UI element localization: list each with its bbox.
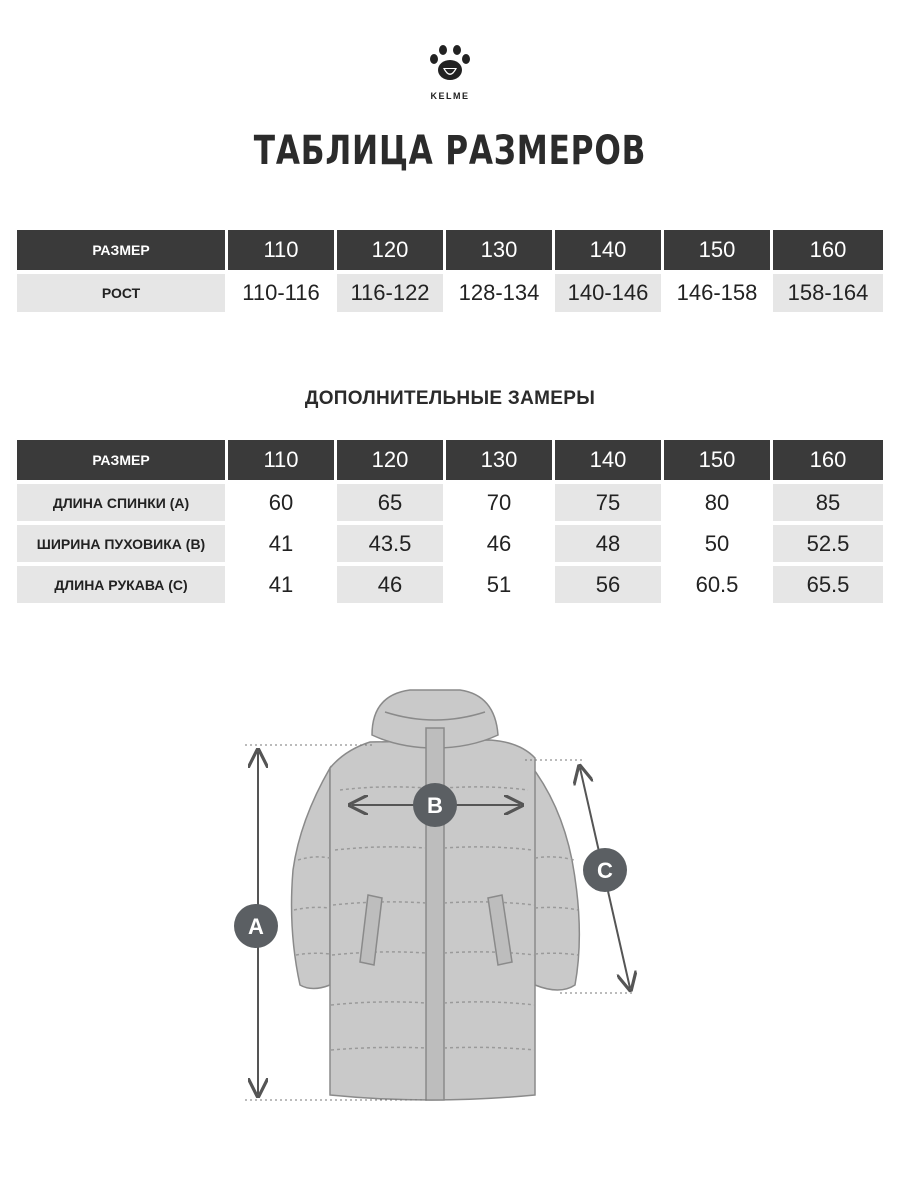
size-header-cell: 160 (773, 440, 883, 480)
table-cell: 65.5 (773, 566, 883, 603)
row-label: ДЛИНА СПИНКИ (А) (17, 484, 225, 521)
row-label: ШИРИНА ПУХОВИКА (В) (17, 525, 225, 562)
size-header-cell: 120 (337, 230, 443, 270)
table-cell: 116-122 (337, 274, 443, 312)
jacket-illustration (292, 690, 580, 1100)
table-cell: 128-134 (458, 280, 540, 305)
marker-b-badge (413, 783, 457, 827)
table-cell: 75 (555, 484, 661, 521)
marker-a-label: A (248, 914, 264, 939)
size-header-cell: 140 (555, 230, 661, 270)
marker-c-label: C (597, 858, 613, 883)
table-cell: 140-146 (555, 274, 661, 312)
size-header-label: РАЗМЕР (17, 440, 225, 480)
table-cell: 48 (555, 525, 661, 562)
table-cell: 85 (773, 484, 883, 521)
table-cell: 110-116 (242, 280, 320, 305)
table-cell: 80 (704, 489, 730, 515)
marker-b-label: B (427, 793, 443, 818)
table-cell: 65 (337, 484, 443, 521)
table-cell: 60.5 (695, 571, 739, 597)
size-header-cell: 150 (664, 230, 770, 270)
table-cell: 56 (555, 566, 661, 603)
table-cell: 43.5 (337, 525, 443, 562)
page-title: ТАБЛИЦА РАЗМЕРОВ (253, 128, 647, 174)
table-cell: 46 (337, 566, 443, 603)
size-header-cell: 160 (773, 230, 883, 270)
marker-c-badge (583, 848, 627, 892)
marker-a-badge (234, 904, 278, 948)
size-header-cell: 130 (446, 230, 552, 270)
table-cell: 146-158 (676, 280, 758, 305)
table-cell: 158-164 (773, 274, 883, 312)
row-label: РОСТ (17, 274, 225, 312)
table-cell: 52.5 (773, 525, 883, 562)
brand-name: KELME (430, 91, 470, 101)
size-header-cell: 110 (228, 440, 334, 480)
row-label: ДЛИНА РУКАВА (С) (17, 566, 225, 603)
table-cell: 60 (268, 489, 294, 515)
size-header-label: РАЗМЕР (17, 230, 225, 270)
table-cell: 51 (486, 571, 512, 597)
size-header-cell: 150 (664, 440, 770, 480)
size-header-cell: 140 (555, 440, 661, 480)
table-cell: 70 (486, 489, 512, 515)
table-cell: 46 (486, 530, 512, 556)
section-title: ДОПОЛНИТЕЛЬНЫЕ ЗАМЕРЫ (304, 388, 596, 409)
table-cell: 41 (268, 530, 294, 556)
size-header-cell: 110 (228, 230, 334, 270)
table-cell: 50 (704, 530, 730, 556)
table-cell: 41 (268, 571, 294, 597)
size-header-cell: 120 (337, 440, 443, 480)
size-header-cell: 130 (446, 440, 552, 480)
